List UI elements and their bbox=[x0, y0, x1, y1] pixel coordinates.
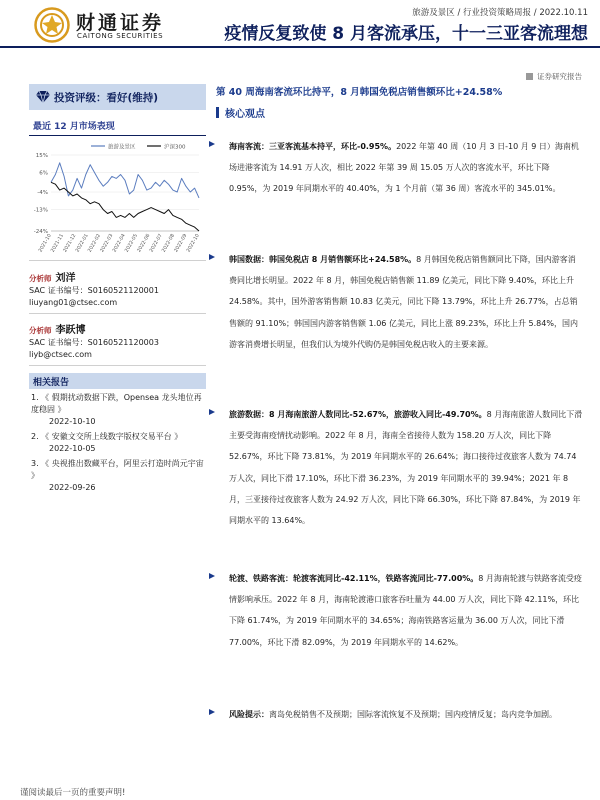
paragraph-body: 8 月海南轮渡与铁路客流受疫情影响承压。2022 年 8 月，海南轮渡港口旅客吞吐量为 44.00 万人次，同比下降 42.11%，环比下降 61.74%，为 2019 年同期水平的 34.65%；海南铁路客运量为 36.00 万人次，同比下滑 77.00%，环比下滑 82.09%，为 2019 年同期水平的 14.62%。 bbox=[229, 574, 582, 647]
legend-label: 旅游及景区 bbox=[108, 144, 136, 151]
x-tick-label: 2022-08 bbox=[161, 233, 177, 253]
analyst-email[interactable]: liuyang01@ctsec.com bbox=[29, 298, 118, 307]
triangle-bullet-icon bbox=[209, 409, 215, 415]
paragraph-lead: 轮渡、铁路客流：轮渡客流同比-42.11%，铁路客流同比-77.00%。 bbox=[229, 574, 479, 583]
related-report-date: 2022-09-26 bbox=[49, 483, 96, 492]
x-tick-label: 2022-06 bbox=[137, 233, 152, 253]
x-tick-label: 2021-11 bbox=[50, 233, 66, 253]
paragraph-text bbox=[229, 704, 583, 725]
rating-box bbox=[29, 84, 206, 110]
paragraph-text bbox=[229, 568, 583, 653]
related-report-item[interactable] bbox=[31, 392, 206, 428]
x-tick-label: 2022-05 bbox=[124, 233, 140, 253]
y-tick-label: -13% bbox=[33, 207, 48, 214]
footer-disclaimer: 谨阅读最后一页的重要声明! bbox=[20, 788, 126, 798]
report-title: 疫情反复致使 8 月客流承压，十一三亚客流理想 bbox=[224, 24, 588, 44]
performance-divider bbox=[29, 135, 206, 136]
x-tick-label: 2021-10 bbox=[38, 233, 53, 253]
core-views-title: 核心观点 bbox=[225, 109, 265, 120]
paragraph-body: 8 月海南旅游人数同比下滑主要受海南疫情扰动影响。2022 年 8 月，海南全省接待人数为 158.20 万人次，同比下降 52.67%，环比下降 73.81%，为 2019 年同期水平的 26.64%；海口接待过夜旅客人数为 74.74 万人次，同比下滑 17.10%，环比下滑 36.23%，为 2019 年同期水平的 39.94%；2021 年 8 月，三亚接待过夜旅客人数为 24.92 万人次，同比下降 66.30%，环比下降 87.84%，为 2019 年同期水平的 13.64%。 bbox=[229, 410, 583, 526]
paragraph-body: 2022 年第 40 周（10 月 3 日-10 月 9 日）海南机场进港客流为 14.91 万人次，相比 2022 年第 39 周 15.05 万人次的客流水平，环比下降 0.95%，为 2019 年同期水平的 40.40%，为 1 个月前（第 36 周）客流水平的 345.01%。 bbox=[229, 142, 579, 194]
paragraph-lead: 旅游数据：8 月海南旅游人数同比-52.67%，旅游收入同比-49.70%。 bbox=[229, 410, 487, 419]
x-tick-label: 2022-01 bbox=[75, 233, 90, 253]
analyst-name: 李跃博 bbox=[55, 325, 86, 336]
triangle-bullet-icon bbox=[209, 141, 215, 147]
triangle-bullet-icon bbox=[209, 709, 215, 715]
analyst-divider bbox=[29, 313, 206, 314]
logo-english-name: CAITONG SECURITIES bbox=[77, 32, 164, 40]
related-report-item[interactable] bbox=[31, 458, 206, 494]
analyst-label: 分析师 bbox=[29, 326, 52, 335]
related-report-item[interactable] bbox=[31, 431, 206, 455]
legend-label: 沪深300 bbox=[164, 144, 186, 151]
key-subheading: 第 40 周海南客流环比持平，8 月韩国免税店销售额环比+24.58% bbox=[216, 87, 503, 98]
analyst-sac-number: SAC 证书编号：S0160521120003 bbox=[29, 338, 159, 347]
related-report-date: 2022-10-05 bbox=[49, 444, 96, 453]
related-report-date: 2022-10-10 bbox=[49, 417, 96, 426]
analyst-divider bbox=[29, 365, 206, 366]
core-views-heading bbox=[216, 102, 265, 121]
analyst-email[interactable]: liyb@ctsec.com bbox=[29, 350, 92, 359]
y-tick-label: 15% bbox=[35, 153, 48, 159]
analyst-sac-number: SAC 证书编号：S0160521120001 bbox=[29, 286, 159, 295]
chart-divider bbox=[29, 260, 206, 261]
diamond-icon bbox=[36, 91, 50, 103]
analyst-heading bbox=[29, 269, 76, 284]
x-tick-label: 2022-10 bbox=[186, 233, 201, 253]
related-reports-header bbox=[29, 373, 206, 389]
x-tick-label: 2022-09 bbox=[174, 233, 189, 253]
x-tick-label: 2021-12 bbox=[63, 233, 78, 253]
x-tick-label: 2022-04 bbox=[112, 233, 127, 253]
x-tick-label: 2022-02 bbox=[87, 233, 103, 253]
related-report-title[interactable]: 1. 《 假期扰动数据下跌，Opensea 龙头地位再度稳固 》 bbox=[31, 393, 202, 414]
paragraph-text bbox=[229, 136, 583, 200]
paragraph-lead: 韩国数据：韩国免税店 8 月销售额环比+24.58%。 bbox=[229, 255, 417, 264]
analyst-heading bbox=[29, 321, 86, 336]
paragraph-lead: 海南客流：三亚客流基本持平，环比-0.95%。 bbox=[229, 142, 397, 151]
paragraph-text bbox=[229, 249, 583, 355]
paragraph-body: 离岛免税销售不及预期；国际客流恢复不及预期；国内疫情反复；岛内竞争加剧。 bbox=[269, 710, 557, 719]
logo-chinese-name: 财通证券 bbox=[76, 12, 165, 34]
breadcrumb: 旅游及景区 / 行业投资策略周报 / 2022.10.11 bbox=[412, 8, 588, 18]
market-performance-title: 最近 12 月市场表现 bbox=[33, 122, 115, 132]
company-logo bbox=[34, 7, 184, 43]
x-tick-label: 2022-07 bbox=[149, 233, 164, 253]
y-tick-label: 6% bbox=[39, 170, 48, 177]
related-report-title[interactable]: 2. 《 安徽文交所上线数字版权交易平台 》 bbox=[31, 432, 183, 441]
related-reports-title: 相关报告 bbox=[33, 378, 70, 388]
analyst-name: 刘洋 bbox=[55, 273, 76, 284]
paragraph-body: 8 月韩国免税店销售额同比下降，国内游客消费同比增长明显。2022 年 8 月，韩国免税店销售额 11.89 亿美元，同比下降 9.40%，环比上升 24.58%。其中，国外游客销售额 10.83 亿美元，同比下降 13.79%，环比上升 26.77%，占总销售额的 91.10%；韩国国内游客销售额 1.06 亿美元，同比上涨 89.23%，环比上升 5.84%，国内游客消费增长明显，但我们认为境外代购仍是韩国免税店收入的主要来源。 bbox=[229, 255, 578, 349]
paragraph-lead: 风险提示： bbox=[229, 710, 269, 719]
related-report-title[interactable]: 3. 《 央视推出数藏平台，阿里云打造时尚元宇宙 》 bbox=[31, 459, 204, 480]
series-line bbox=[51, 163, 199, 198]
analyst-label: 分析师 bbox=[29, 274, 52, 283]
market-performance-chart bbox=[29, 141, 206, 253]
x-tick-label: 2022-03 bbox=[100, 233, 115, 253]
triangle-bullet-icon bbox=[209, 573, 215, 579]
report-type-text: 证券研究报告 bbox=[537, 72, 582, 81]
related-reports-list bbox=[31, 392, 206, 497]
square-bullet-icon bbox=[526, 73, 533, 80]
investment-rating: 投资评级：看好(维持) bbox=[54, 92, 159, 104]
paragraph-text bbox=[229, 404, 583, 531]
triangle-bullet-icon bbox=[209, 254, 215, 260]
caitong-logo-icon bbox=[34, 7, 70, 43]
header-divider bbox=[0, 46, 600, 48]
heading-bar-icon bbox=[216, 107, 219, 118]
report-type-label bbox=[526, 71, 582, 82]
y-tick-label: -4% bbox=[37, 190, 48, 197]
y-tick-label: -24% bbox=[33, 229, 48, 235]
